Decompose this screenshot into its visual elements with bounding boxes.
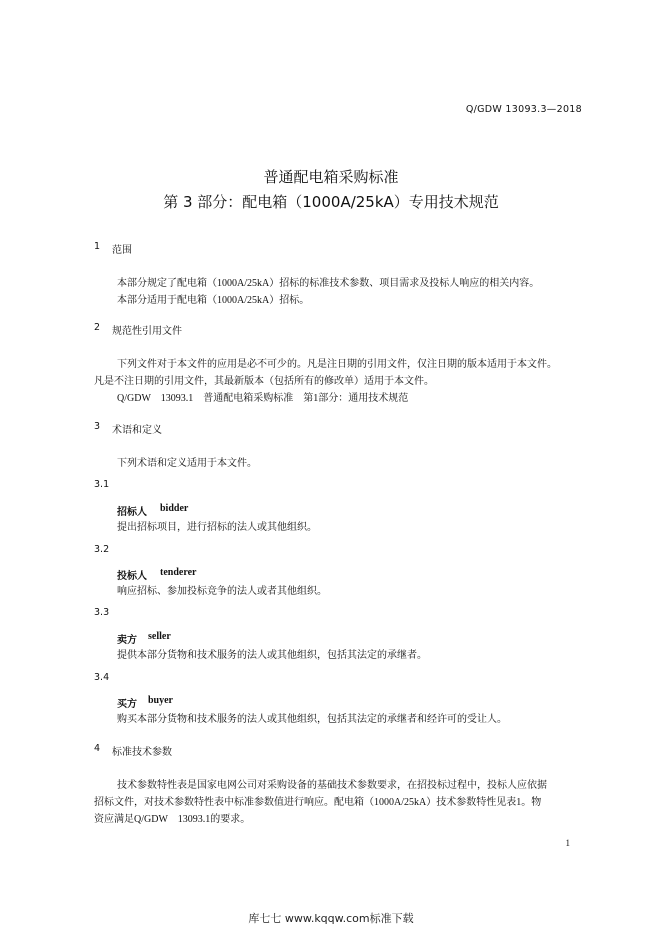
section-4-paragraph-line-2: 招标文件，对技术参数特性表中标准参数值进行响应。配电箱（1000A/25kA）技术参数特性见表1。物: [94, 797, 542, 808]
normative-reference: Q/GDW 13093.1 普通配电箱采购标准 第1部分：通用技术规范: [117, 393, 409, 404]
document-subtitle: 第 3 部分：配电箱（1000A/25kA）专用技术规范: [163, 193, 499, 211]
section-1-paragraph-1: 本部分规定了配电箱（1000A/25kA）招标的标准技术参数、项目需求及投标人响应的相关内容。: [117, 278, 540, 289]
term-en: buyer: [148, 695, 173, 706]
term-zh: 卖方: [117, 635, 137, 646]
term-definition: 响应招标、参加投标竞争的法人或者其他组织。: [117, 586, 327, 597]
section-2-paragraph-line-2: 凡是不注日期的引用文件，其最新版本（包括所有的修改单）适用于本文件。: [94, 376, 434, 387]
section-4-paragraph-line-3: 资应满足Q/GDW 13093.1的要求。: [94, 814, 251, 825]
standard-code: Q/GDW 13093.3—2018: [465, 104, 582, 115]
section-1-paragraph-2: 本部分适用于配电箱（1000A/25kA）招标。: [117, 295, 310, 306]
section-4-title: 标准技术参数: [112, 747, 172, 758]
section-2-number: 2: [94, 322, 101, 333]
section-1-title: 范围: [112, 245, 132, 256]
term-zh: 招标人: [117, 507, 147, 518]
section-1-number: 1: [94, 241, 101, 252]
term-number: 3.2: [94, 544, 110, 555]
section-4-number: 4: [94, 743, 101, 754]
section-3-number: 3: [94, 421, 101, 432]
term-definition: 提出招标项目，进行招标的法人或其他组织。: [117, 522, 317, 533]
term-zh: 投标人: [117, 571, 147, 582]
term-zh: 买方: [117, 699, 137, 710]
section-2-title: 规范性引用文件: [112, 326, 182, 337]
term-number: 3.1: [94, 479, 110, 490]
section-4-paragraph-line-1: 技术参数特性表是国家电网公司对采购设备的基础技术参数要求，在招投标过程中，投标人应依据: [117, 780, 547, 791]
term-definition: 购买本部分货物和技术服务的法人或其他组织，包括其法定的承继者和经许可的受让人。: [117, 714, 507, 725]
term-number: 3.4: [94, 672, 110, 683]
page-number: 1: [565, 838, 570, 848]
document-title: 普通配电箱采购标准: [263, 168, 399, 186]
watermark-text: 库七七 www.kqqw.com标准下载: [248, 912, 414, 925]
term-number: 3.3: [94, 607, 110, 618]
term-en: seller: [148, 631, 171, 642]
section-3-title: 术语和定义: [112, 425, 162, 436]
term-definition: 提供本部分货物和技术服务的法人或其他组织，包括其法定的承继者。: [117, 650, 427, 661]
section-2-paragraph-line-1: 下列文件对于本文件的应用是必不可少的。凡是注日期的引用文件，仅注日期的版本适用于本文件。: [117, 359, 557, 370]
section-3-intro: 下列术语和定义适用于本文件。: [117, 458, 257, 469]
term-en: tenderer: [160, 567, 197, 578]
term-en: bidder: [160, 503, 189, 514]
